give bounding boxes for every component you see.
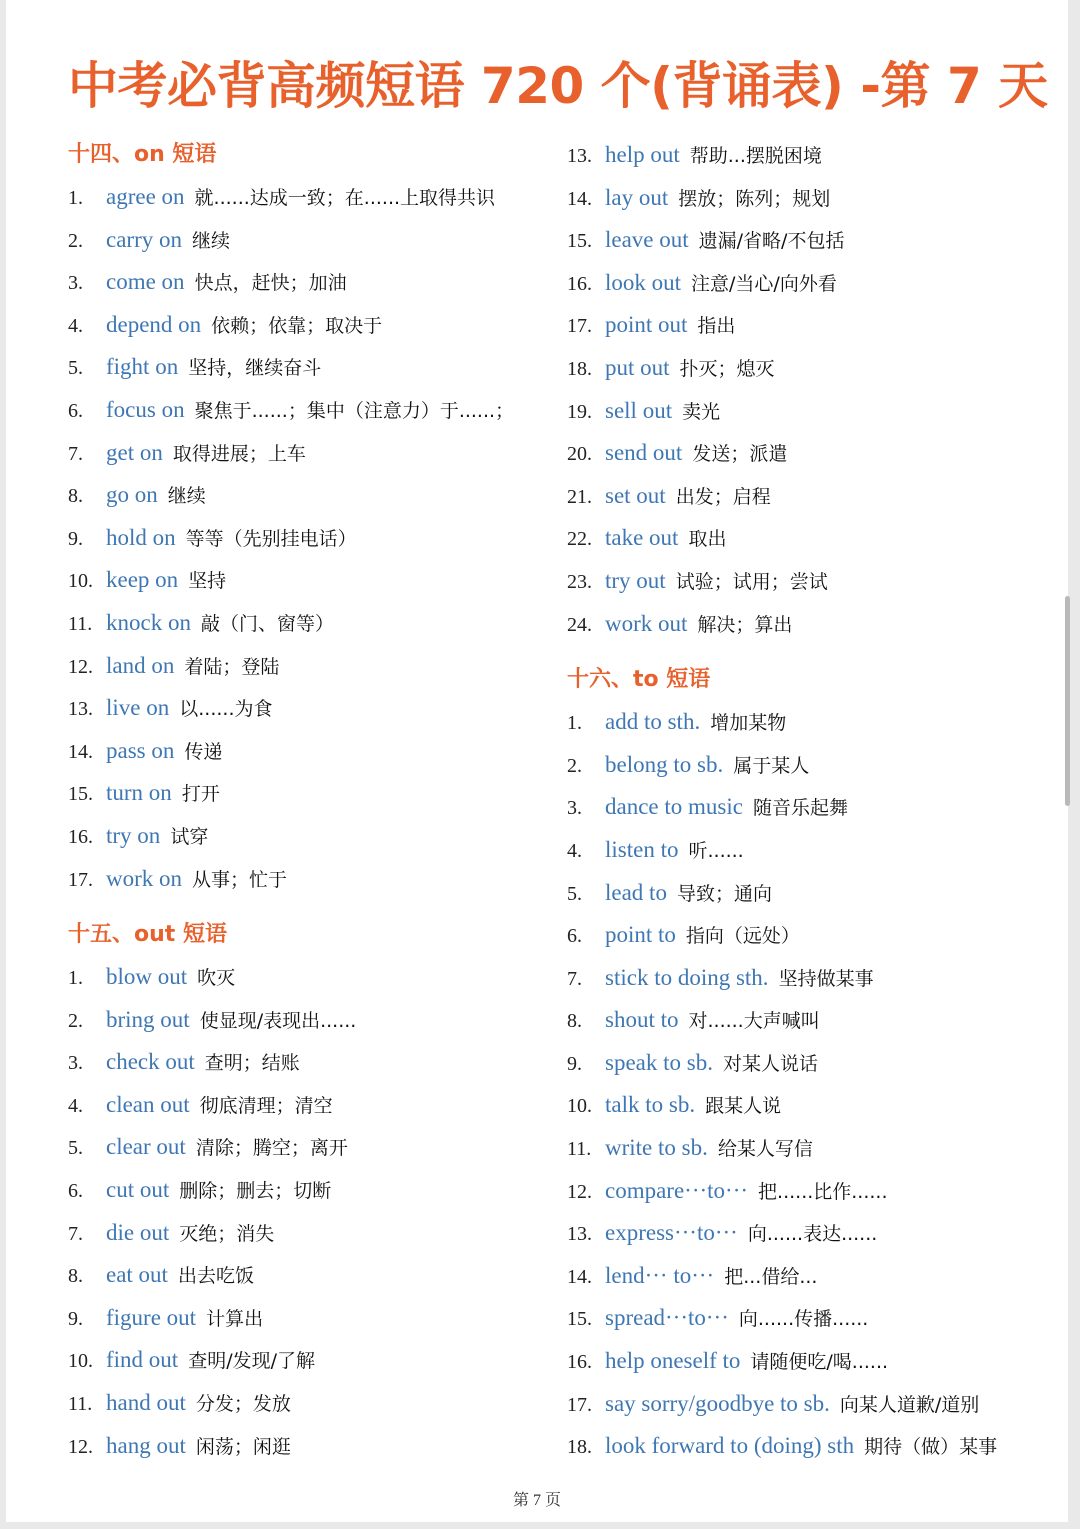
phrase-term: come on	[106, 269, 185, 295]
item-number: 14.	[68, 740, 93, 763]
phrase-row	[68, 999, 548, 1042]
phrase-meaning: 查明/发现/了解	[188, 1350, 316, 1373]
phrase-row	[68, 346, 548, 389]
item-number: 1.	[68, 967, 83, 990]
phrase-meaning: 增加某物	[710, 712, 787, 735]
phrase-term: focus on	[106, 396, 185, 422]
item-number: 5.	[68, 1137, 83, 1160]
phrase-meaning: 把...借给...	[724, 1265, 818, 1288]
phrase-row	[567, 1297, 1057, 1340]
item-number: 4.	[567, 839, 582, 862]
phrase-term: figure out	[106, 1304, 197, 1330]
item-number: 11.	[68, 612, 93, 635]
item-number: 8.	[68, 485, 83, 508]
phrase-term: add to sth.	[605, 709, 701, 735]
item-number: 2.	[68, 1009, 83, 1032]
phrase-row	[68, 517, 548, 560]
phrase-list-on	[68, 176, 548, 900]
phrase-term: get on	[106, 439, 163, 465]
phrase-term: eat out	[106, 1262, 168, 1288]
phrase-term: go on	[106, 482, 158, 508]
phrase-list-to	[567, 701, 1057, 1468]
phrase-row	[567, 786, 1057, 829]
item-number: 13.	[68, 698, 93, 721]
phrase-term: bring out	[106, 1006, 190, 1032]
phrase-term: pass on	[106, 737, 175, 763]
item-number: 7.	[68, 1222, 83, 1245]
item-number: 12.	[68, 1435, 93, 1458]
phrase-term: try out	[605, 567, 666, 593]
item-number: 11.	[567, 1138, 592, 1161]
phrase-term: help oneself to	[605, 1348, 741, 1374]
phrase-row	[567, 517, 1057, 560]
phrase-row	[567, 1425, 1057, 1468]
phrase-meaning: 解决；算出	[697, 613, 793, 636]
phrase-term: belong to sb.	[605, 751, 724, 777]
phrase-meaning: 请随便吃/喝......	[750, 1351, 889, 1374]
phrase-row	[68, 559, 548, 602]
phrase-row	[567, 390, 1057, 433]
phrase-row	[68, 389, 548, 432]
phrase-row	[68, 1339, 548, 1382]
phrase-row	[68, 219, 548, 262]
phrase-meaning: 传递	[184, 740, 223, 763]
item-number: 16.	[68, 825, 93, 848]
phrase-meaning: 继续	[192, 229, 231, 252]
phrase-row	[68, 1084, 548, 1127]
phrase-meaning: 对某人说话	[722, 1052, 818, 1075]
phrase-list-out-part2	[567, 134, 1057, 645]
item-number: 14.	[567, 187, 592, 210]
phrase-term: work out	[605, 610, 688, 636]
item-number: 9.	[567, 1052, 582, 1075]
phrase-term: fight on	[106, 354, 179, 380]
phrase-meaning: 随音乐起舞	[752, 797, 848, 820]
item-number: 3.	[68, 1052, 83, 1075]
section-heading-out: 十五、out 短语	[68, 922, 227, 948]
phrase-term: try on	[106, 822, 161, 848]
phrase-row	[68, 956, 548, 999]
phrase-meaning: 敲（门、窗等）	[200, 612, 334, 635]
item-number: 10.	[68, 1350, 93, 1373]
phrase-term: carry on	[106, 226, 182, 252]
phrase-term: take out	[605, 525, 679, 551]
phrase-meaning: 快点，赶快；加油	[194, 272, 347, 295]
phrase-term: talk to sb.	[605, 1092, 696, 1118]
phrase-term: say sorry/goodbye to sb.	[605, 1390, 830, 1416]
phrase-meaning: 取出	[688, 528, 727, 551]
phrase-term: agree on	[106, 184, 185, 209]
phrase-term: set out	[605, 482, 666, 508]
phrase-term: leave out	[605, 227, 689, 253]
phrase-meaning: 向某人道歉/道别	[839, 1393, 980, 1416]
phrase-row	[567, 914, 1057, 957]
phrase-meaning: 试穿	[170, 825, 209, 848]
phrase-row	[68, 1254, 548, 1297]
item-number: 9.	[68, 527, 83, 550]
phrase-meaning: 使显现/表现出......	[199, 1009, 357, 1032]
page-number: 第 7 页	[512, 1492, 561, 1509]
item-number: 15.	[68, 783, 93, 806]
document-page	[6, 0, 1068, 1522]
item-number: 8.	[68, 1265, 83, 1288]
phrase-row	[68, 1212, 548, 1255]
phrase-meaning: 向......传播......	[738, 1308, 869, 1331]
phrase-meaning: 试验；试用；尝试	[675, 570, 828, 593]
phrase-row	[567, 999, 1057, 1042]
item-number: 16.	[567, 1351, 592, 1374]
phrase-row	[567, 701, 1057, 744]
phrase-term: hang out	[106, 1432, 186, 1458]
phrase-row	[68, 261, 548, 304]
phrase-row	[567, 744, 1057, 787]
phrase-row	[567, 1127, 1057, 1170]
phrase-meaning: 等等（先别挂电话）	[185, 527, 357, 550]
phrase-row	[68, 176, 548, 219]
phrase-row	[567, 432, 1057, 475]
item-number: 2.	[567, 754, 582, 777]
item-number: 23.	[567, 570, 592, 593]
phrase-term: turn on	[106, 780, 172, 806]
phrase-meaning: 打开	[181, 783, 220, 806]
phrase-meaning: 坚持	[188, 570, 227, 593]
phrase-meaning: 卖光	[682, 400, 721, 423]
phrase-meaning: 坚持做某事	[778, 967, 874, 990]
phrase-term: check out	[106, 1049, 195, 1075]
phrase-meaning: 把......比作......	[758, 1180, 888, 1203]
phrase-meaning: 以......为食	[179, 698, 273, 721]
item-number: 4.	[68, 314, 83, 337]
phrase-row	[68, 772, 548, 815]
phrase-term: sell out	[605, 397, 673, 423]
phrase-meaning: 彻底清理；清空	[199, 1094, 333, 1117]
phrase-meaning: 出去吃饭	[177, 1265, 254, 1288]
phrase-row	[68, 474, 548, 517]
item-number: 7.	[567, 967, 582, 990]
item-number: 8.	[567, 1010, 582, 1033]
phrase-term: write to sb.	[605, 1135, 708, 1161]
item-number: 7.	[68, 442, 83, 465]
phrase-meaning: 就......达成一致；在......上取得共识	[194, 187, 496, 209]
phrase-term: live on	[106, 695, 170, 721]
item-number: 10.	[68, 570, 93, 593]
item-number: 21.	[567, 485, 592, 508]
phrase-term: speak to sb.	[605, 1049, 713, 1075]
item-number: 13.	[567, 145, 592, 167]
phrase-meaning: 闲荡；闲逛	[195, 1435, 291, 1458]
section-heading-on: 十四、on 短语	[68, 142, 217, 167]
phrase-meaning: 坚持，继续奋斗	[188, 357, 322, 380]
item-number: 6.	[68, 399, 83, 422]
phrase-meaning: 从事；忙于	[192, 868, 288, 891]
item-number: 5.	[68, 357, 83, 380]
phrase-term: lend··· to···	[605, 1262, 715, 1288]
phrase-meaning: 查明；结账	[204, 1052, 300, 1075]
item-number: 5.	[567, 882, 582, 905]
item-number: 17.	[567, 1393, 592, 1416]
phrase-meaning: 导致；通向	[676, 882, 772, 905]
phrase-row	[567, 1170, 1057, 1213]
phrase-meaning: 指向（远处）	[685, 925, 800, 948]
phrase-term: lead to	[605, 879, 667, 905]
item-number: 20.	[567, 443, 592, 466]
item-number: 13.	[567, 1223, 592, 1246]
item-number: 16.	[567, 272, 592, 295]
phrase-meaning: 遗漏/省略/不包括	[698, 230, 845, 253]
phrase-term: find out	[106, 1347, 179, 1373]
phrase-meaning: 取得进展；上车	[172, 442, 306, 465]
phrase-term: keep on	[106, 567, 179, 593]
phrase-row	[567, 560, 1057, 603]
phrase-term: look out	[605, 269, 682, 295]
item-number: 1.	[567, 712, 582, 735]
phrase-row	[68, 1041, 548, 1084]
phrase-term: stick to doing sth.	[605, 964, 769, 990]
phrase-term: clear out	[106, 1134, 186, 1160]
item-number: 3.	[68, 272, 83, 295]
phrase-term: depend on	[106, 311, 202, 337]
phrase-term: cut out	[106, 1177, 170, 1203]
page-title: 中考必背高频短语 720 个(背诵表) -第 7 天	[68, 57, 1048, 115]
phrase-meaning: 指出	[697, 315, 736, 338]
phrase-meaning: 灭绝；消失	[179, 1222, 275, 1245]
item-number: 2.	[68, 229, 83, 252]
item-number: 24.	[567, 613, 592, 636]
phrase-row	[68, 1297, 548, 1340]
item-number: 17.	[68, 868, 93, 891]
item-number: 6.	[68, 1180, 83, 1203]
item-number: 12.	[567, 1180, 592, 1203]
phrase-row	[567, 872, 1057, 915]
phrase-meaning: 听......	[688, 839, 744, 862]
phrase-row	[68, 1169, 548, 1212]
phrase-row	[68, 1382, 548, 1425]
phrase-term: help out	[605, 142, 680, 167]
left-column	[68, 134, 548, 1467]
item-number: 19.	[567, 400, 592, 423]
phrase-term: point out	[605, 312, 688, 338]
phrase-meaning: 依赖；依靠；取决于	[211, 314, 383, 337]
right-column	[567, 134, 1057, 1468]
phrase-row	[68, 304, 548, 347]
phrase-row	[68, 858, 548, 901]
phrase-row	[567, 1212, 1057, 1255]
phrase-meaning: 清除；腾空；离开	[195, 1137, 348, 1160]
item-number: 18.	[567, 357, 592, 380]
phrase-meaning: 对......大声喊叫	[688, 1010, 820, 1033]
phrase-row	[567, 1255, 1057, 1298]
phrase-row	[567, 475, 1057, 518]
phrase-row	[68, 1425, 548, 1468]
phrase-term: knock on	[106, 609, 191, 635]
phrase-row	[68, 815, 548, 858]
phrase-row	[68, 687, 548, 730]
phrase-term: land on	[106, 652, 175, 678]
item-number: 10.	[567, 1095, 592, 1118]
phrase-row	[567, 1084, 1057, 1127]
item-number: 15.	[567, 230, 592, 253]
phrase-row	[567, 603, 1057, 646]
phrase-meaning: 期待（做）某事	[864, 1436, 998, 1459]
phrase-term: clean out	[106, 1091, 190, 1117]
phrase-term: hold on	[106, 524, 176, 550]
phrase-row	[567, 304, 1057, 347]
phrase-term: put out	[605, 354, 670, 380]
item-number: 17.	[567, 315, 592, 338]
phrase-term: hand out	[106, 1390, 186, 1416]
phrase-meaning: 继续	[167, 485, 206, 508]
item-number: 14.	[567, 1265, 592, 1288]
phrase-term: spread···to···	[605, 1305, 729, 1331]
phrase-term: blow out	[106, 964, 188, 990]
phrase-meaning: 注意/当心/向外看	[691, 272, 837, 295]
item-number: 22.	[567, 528, 592, 551]
phrase-term: work on	[106, 865, 183, 891]
phrase-term: send out	[605, 440, 683, 466]
phrase-meaning: 扑灭；熄灭	[679, 357, 775, 380]
item-number: 11.	[68, 1393, 93, 1416]
phrase-meaning: 计算出	[206, 1307, 264, 1330]
phrase-row	[567, 957, 1057, 1000]
phrase-row	[567, 1383, 1057, 1426]
phrase-term: compare···to···	[605, 1177, 749, 1203]
item-number: 15.	[567, 1308, 592, 1331]
phrase-meaning: 帮助...摆脱困境	[689, 145, 822, 167]
phrase-row	[567, 829, 1057, 872]
phrase-meaning: 发送；派遣	[692, 443, 788, 466]
phrase-meaning: 着陆；登陆	[184, 655, 280, 678]
phrase-meaning: 吹灭	[197, 967, 236, 990]
phrase-term: listen to	[605, 836, 679, 862]
item-number: 4.	[68, 1094, 83, 1117]
phrase-term: point to	[605, 922, 676, 948]
phrase-meaning: 出发；启程	[675, 485, 771, 508]
phrase-list-out-part1	[68, 956, 548, 1467]
phrase-term: look forward to (doing) sth	[605, 1433, 855, 1459]
phrase-row	[68, 730, 548, 773]
phrase-term: express···to···	[605, 1220, 738, 1246]
phrase-meaning: 跟某人说	[705, 1095, 782, 1118]
phrase-row	[68, 432, 548, 475]
item-number: 3.	[567, 797, 582, 820]
phrase-term: dance to music	[605, 794, 743, 820]
item-number: 9.	[68, 1307, 83, 1330]
scrollbar-thumb[interactable]	[1065, 596, 1070, 806]
phrase-row	[567, 347, 1057, 390]
phrase-meaning: 给某人写信	[717, 1138, 813, 1161]
phrase-row	[567, 1340, 1057, 1383]
phrase-meaning: 向......表达......	[747, 1223, 878, 1246]
phrase-term: shout to	[605, 1007, 679, 1033]
phrase-meaning: 分发；发放	[195, 1393, 291, 1416]
phrase-meaning: 聚焦于......；集中（注意力）于......；	[194, 399, 515, 422]
item-number: 18.	[567, 1436, 592, 1459]
phrase-row	[567, 1042, 1057, 1085]
phrase-row	[68, 645, 548, 688]
phrase-row	[68, 1126, 548, 1169]
phrase-meaning: 属于某人	[733, 754, 810, 777]
phrase-meaning: 摆放；陈列；规划	[678, 187, 831, 210]
item-number: 6.	[567, 925, 582, 948]
phrase-row	[567, 219, 1057, 262]
item-number: 12.	[68, 655, 93, 678]
section-heading-to: 十六、to 短语	[567, 667, 711, 693]
phrase-row	[567, 134, 1057, 177]
phrase-row	[567, 262, 1057, 305]
item-number: 1.	[68, 187, 83, 209]
phrase-row	[567, 177, 1057, 220]
phrase-row	[68, 602, 548, 645]
phrase-meaning: 删除；删去；切断	[179, 1180, 332, 1203]
phrase-term: lay out	[605, 184, 669, 210]
phrase-term: die out	[106, 1219, 170, 1245]
